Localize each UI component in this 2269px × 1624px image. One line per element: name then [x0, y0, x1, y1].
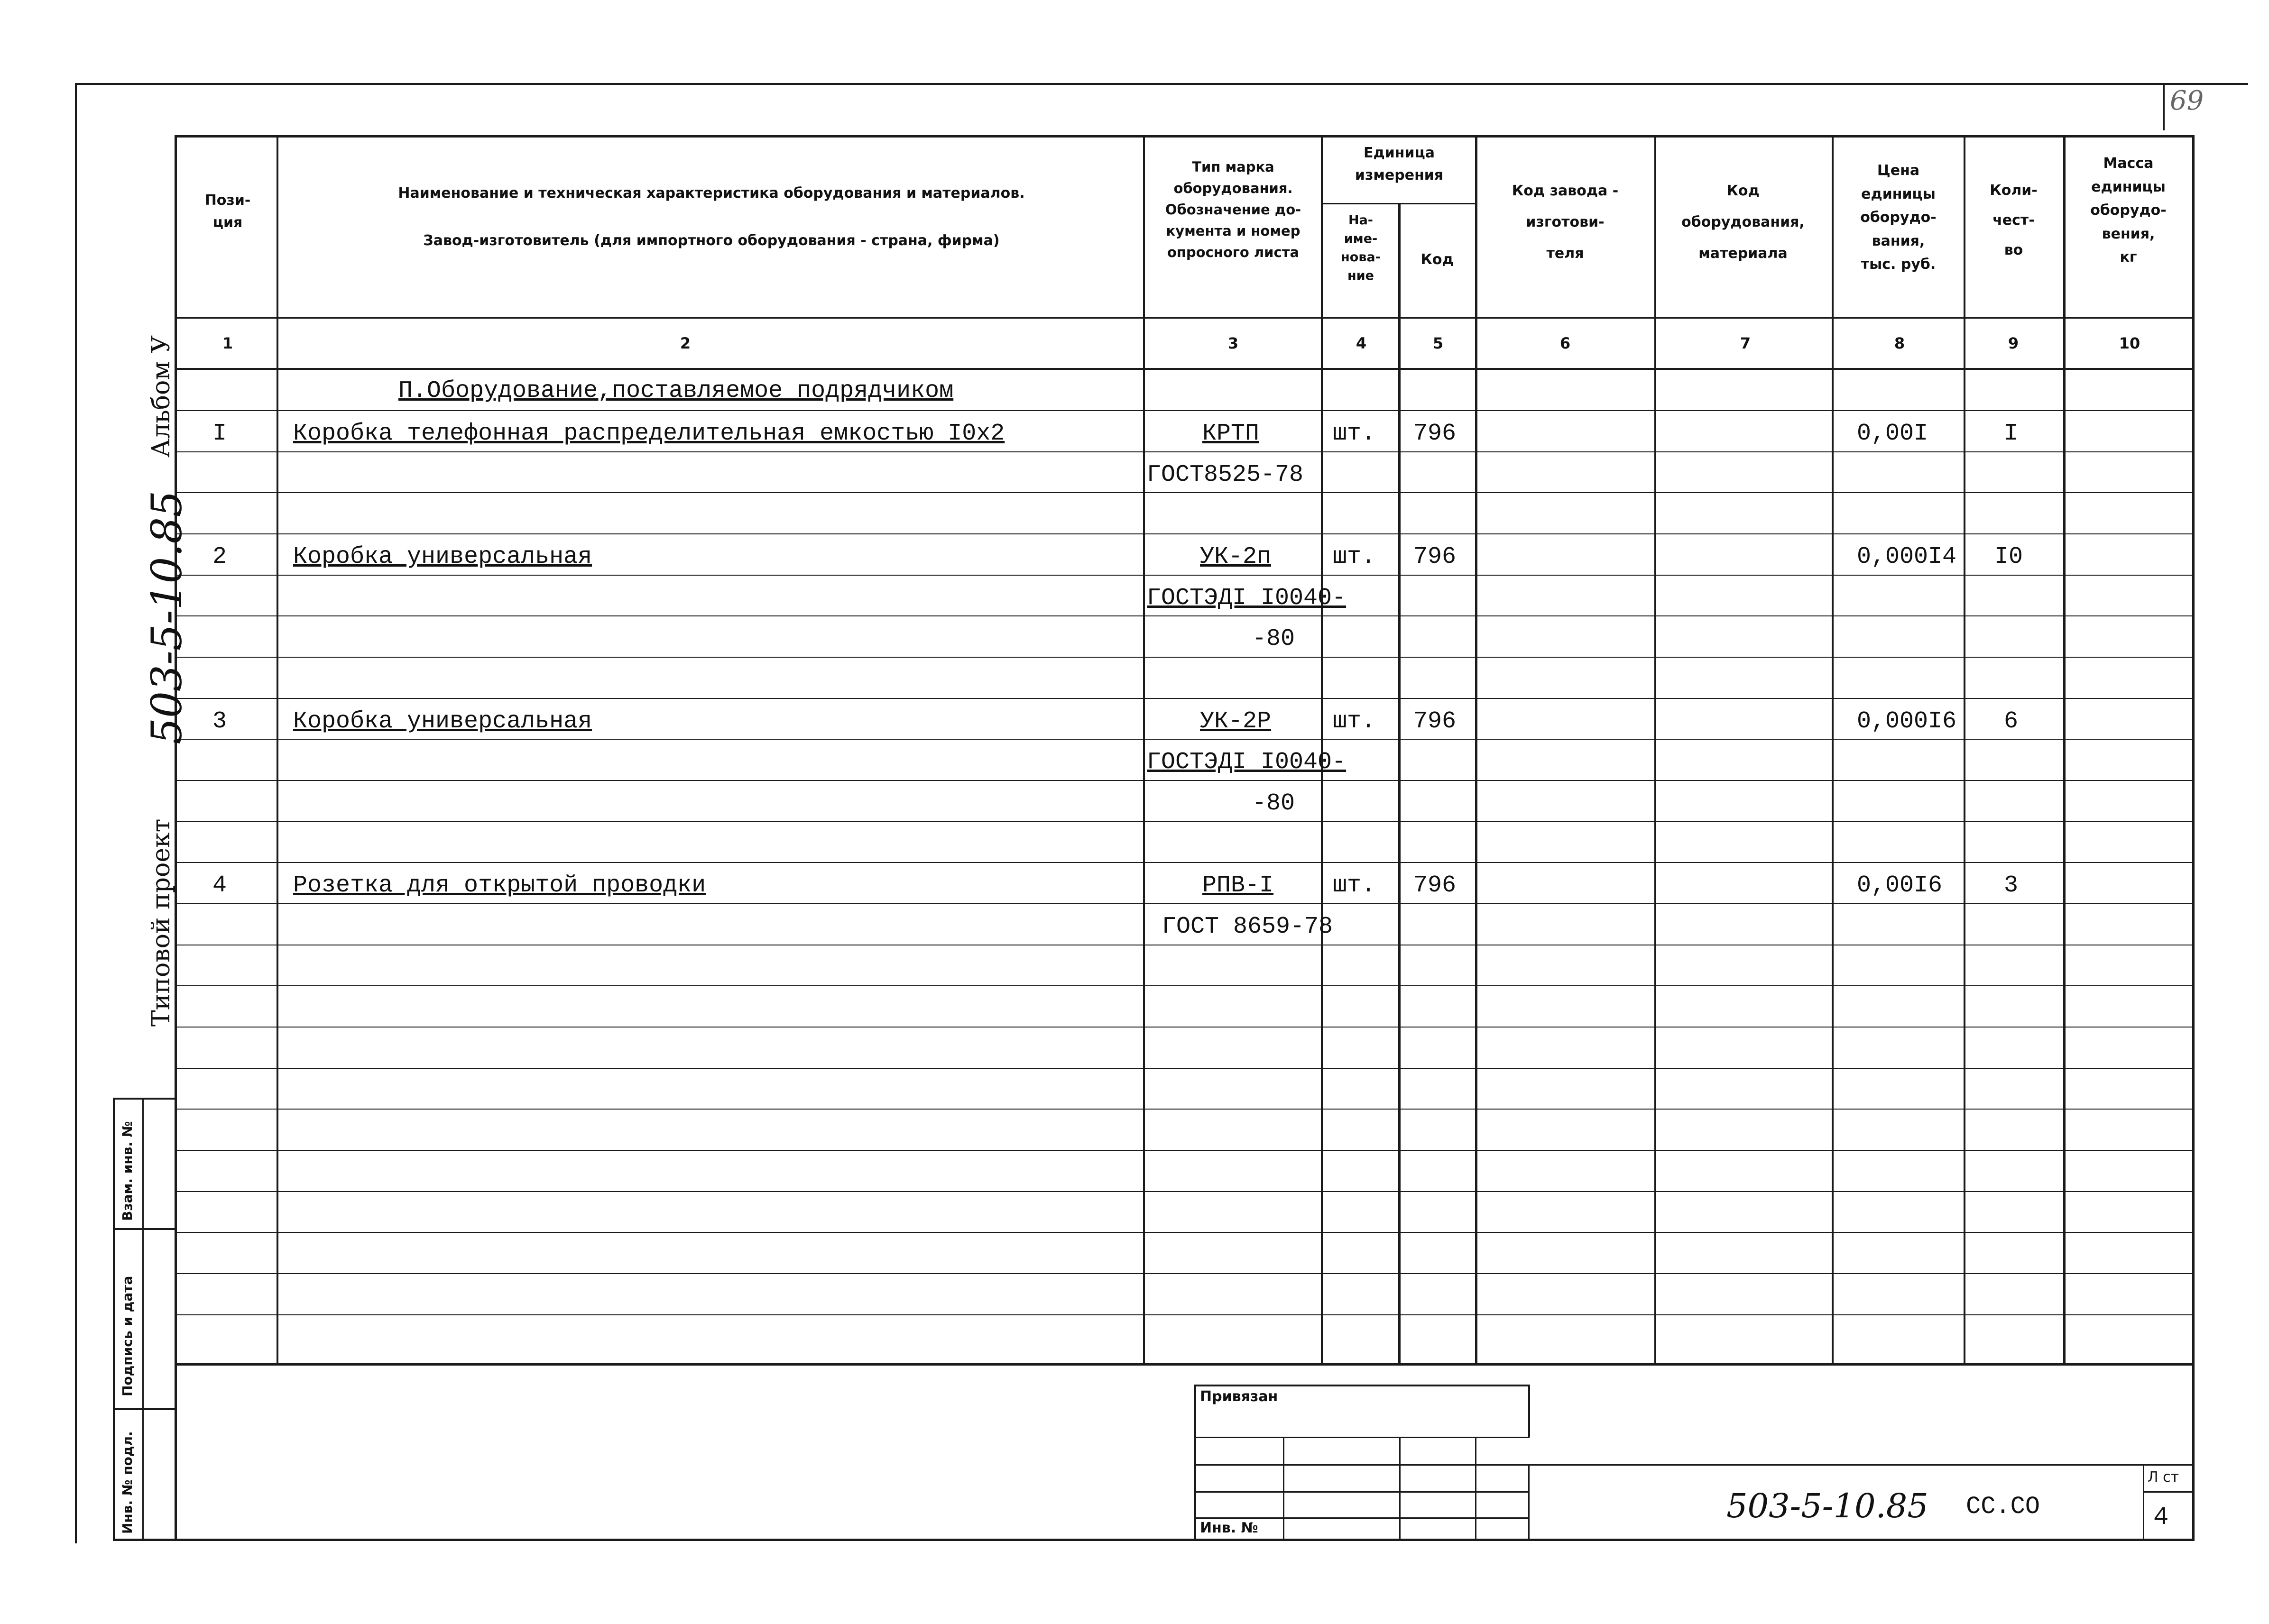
row-line — [175, 821, 2194, 822]
header-type: Тип марка оборудования. Обозначение до- кумента и номер опросного листа — [1165, 159, 1301, 260]
col-sep-7 — [1832, 135, 1834, 1363]
row-line — [175, 1068, 2194, 1069]
row-line — [175, 575, 2194, 576]
stamp-strip-inner — [142, 1098, 144, 1541]
title-project-code: 503-5-10.85 — [1726, 1486, 1928, 1525]
item-unit: шт. — [1333, 872, 1376, 899]
row-line — [175, 615, 2194, 616]
item-qty: I0 — [1994, 543, 2023, 570]
item-unit-code: 796 — [1413, 420, 1457, 447]
section-title: П.Оборудование,поставляемое подрядчиком — [398, 377, 954, 404]
privyazan-vline — [1283, 1437, 1284, 1541]
frame-left — [75, 83, 77, 1543]
row-line — [175, 1027, 2194, 1028]
col-number: 9 — [2008, 334, 2019, 352]
col-number: 6 — [1559, 334, 1571, 352]
privyazan-line — [1195, 1437, 1530, 1438]
item-doc: ГОСТЭДI I0040- — [1147, 585, 1347, 612]
title-main-left — [1528, 1464, 1530, 1540]
stamp-vzam: Взам. инв. № — [120, 1121, 135, 1221]
item-doc: ГОСТЭДI I0040- — [1147, 749, 1347, 776]
item-name: Коробка универсальная — [293, 708, 592, 735]
numbers-bottom — [175, 368, 2194, 370]
row-line — [175, 492, 2194, 493]
item-qty: I — [2004, 420, 2019, 447]
row-line — [175, 985, 2194, 986]
header-equipment-code: Код оборудования, материала — [1681, 183, 1805, 262]
item-unit-code: 796 — [1413, 708, 1457, 735]
row-line — [175, 451, 2194, 452]
privyazan-line — [1195, 1464, 1530, 1466]
item-unit-code: 796 — [1413, 872, 1457, 899]
header-price: Цена единицы оборудо- вания, тыс. руб. — [1860, 162, 1937, 273]
item-unit: шт. — [1333, 420, 1376, 447]
item-unit-code: 796 — [1413, 543, 1457, 570]
row-line — [175, 780, 2194, 781]
sheet-number: 4 — [2153, 1503, 2169, 1532]
privyazan-line — [1195, 1491, 1530, 1493]
col-sep-4 — [1398, 204, 1401, 1363]
row-line — [175, 862, 2194, 863]
frame-top — [76, 83, 2248, 85]
item-name: Коробка универсальная — [293, 543, 592, 570]
col-number: 7 — [1740, 334, 1751, 352]
row-line — [175, 739, 2194, 740]
item-type: КРТП — [1202, 420, 1260, 447]
privyazan-top — [1195, 1385, 1530, 1386]
item-price: 0,000I4 — [1857, 543, 1957, 570]
inv-no-label: Инв. № — [1200, 1520, 1258, 1536]
row-line — [175, 1150, 2194, 1151]
unit-group-line — [1321, 203, 1477, 204]
header-position: Пози- ция — [204, 192, 251, 231]
sheet-label: Л ст — [2148, 1469, 2179, 1486]
row-line — [175, 410, 2194, 411]
item-position: 4 — [212, 872, 227, 899]
corner-mark: 69 — [2170, 85, 2204, 116]
col-number: 5 — [1432, 334, 1444, 352]
row-line — [175, 533, 2194, 534]
item-price: 0,000I6 — [1857, 708, 1957, 735]
privyazan-vline — [1399, 1437, 1401, 1541]
item-type: УК-2п — [1200, 543, 1272, 570]
col-sep-8 — [1964, 135, 1965, 1363]
row-line — [175, 1109, 2194, 1110]
item-position: I — [212, 420, 227, 447]
header-unit-code: Код — [1420, 251, 1454, 268]
item-unit: шт. — [1333, 543, 1376, 570]
header-plant-code: Код завода - изготови- теля — [1512, 183, 1619, 262]
header-mass: Масса единицы оборудо- вения, кг — [2090, 155, 2167, 266]
header-qty: Коли- чест- во — [1990, 182, 2038, 258]
item-qty: 3 — [2004, 872, 2019, 899]
sheet-box-mid — [2143, 1491, 2194, 1493]
stamp-strip-left — [113, 1098, 115, 1541]
item-price: 0,00I — [1857, 420, 1928, 447]
stamp-inv-podl: Инв. № подл. — [120, 1431, 135, 1534]
header-unit-group: Единица измерения — [1355, 145, 1444, 184]
header-name-line2: Завод-изготовитель (для импортного оборудования - страна, фирма) — [423, 232, 1000, 249]
stamp-strip-sep — [113, 1228, 177, 1230]
margin-project-code: 503-5-10.85 — [142, 490, 191, 744]
col-number: 3 — [1227, 334, 1239, 352]
item-doc: ГОСТ 8659-78 — [1162, 913, 1333, 940]
stamp-strip-top — [113, 1098, 177, 1100]
header-bottom — [175, 317, 2194, 319]
privyazan-label: Привязан — [1200, 1388, 1278, 1405]
col-number: 8 — [1894, 334, 1905, 352]
row-line — [175, 1232, 2194, 1233]
item-doc-cont: -80 — [1252, 790, 1295, 817]
privyazan-right — [1528, 1385, 1530, 1437]
frame-right-tick — [2163, 83, 2165, 130]
row-line — [175, 1273, 2194, 1274]
col-sep-5 — [1475, 135, 1477, 1363]
item-type: РПВ-I — [1202, 872, 1274, 899]
stamp-strip-sep — [113, 1408, 177, 1410]
item-name: Коробка телефонная распределительная емкостью I0x2 — [293, 420, 1005, 447]
row-line — [175, 903, 2194, 904]
privyazan-line — [1195, 1517, 1530, 1519]
item-doc-cont: -80 — [1252, 625, 1295, 652]
sheet-box-left — [2143, 1464, 2144, 1540]
row-line — [175, 1314, 2194, 1315]
margin-album: Альбом У — [147, 335, 175, 458]
item-qty: 6 — [2004, 708, 2019, 735]
item-type: УК-2Р — [1200, 708, 1272, 735]
col-number: 4 — [1356, 334, 1367, 352]
item-position: 3 — [212, 708, 227, 735]
col-sep-2 — [1143, 135, 1145, 1363]
item-doc: ГОСТ8525-78 — [1147, 461, 1304, 488]
item-unit: шт. — [1333, 708, 1376, 735]
margin-typical-project: Типовой проект — [147, 818, 175, 1027]
col-number: 10 — [2119, 334, 2140, 352]
col-number: 2 — [680, 334, 691, 352]
col-sep-9 — [2063, 135, 2066, 1363]
title-doc-code: СС.СО — [1966, 1493, 2040, 1521]
table-top — [175, 135, 2194, 138]
row-line — [175, 1191, 2194, 1192]
item-price: 0,00I6 — [1857, 872, 1943, 899]
header-name-line1: Наименование и техническая характеристика оборудования и материалов. — [398, 185, 1025, 202]
col-sep-6 — [1654, 135, 1656, 1363]
header-unit-name: На- име- нова- ние — [1341, 213, 1381, 284]
item-position: 2 — [212, 543, 227, 570]
table-right — [2192, 135, 2195, 1541]
row-line — [175, 657, 2194, 658]
title-block-bottom — [114, 1539, 2194, 1541]
privyazan-vline — [1475, 1437, 1476, 1541]
item-name: Розетка для открытой проводки — [293, 872, 706, 899]
title-main-top — [1528, 1464, 2194, 1466]
col-sep-1 — [277, 135, 278, 1363]
stamp-sign-date: Подпись и дата — [120, 1275, 135, 1396]
col-number: 1 — [222, 334, 233, 352]
table-bottom — [175, 1363, 2194, 1366]
row-line — [175, 698, 2194, 699]
